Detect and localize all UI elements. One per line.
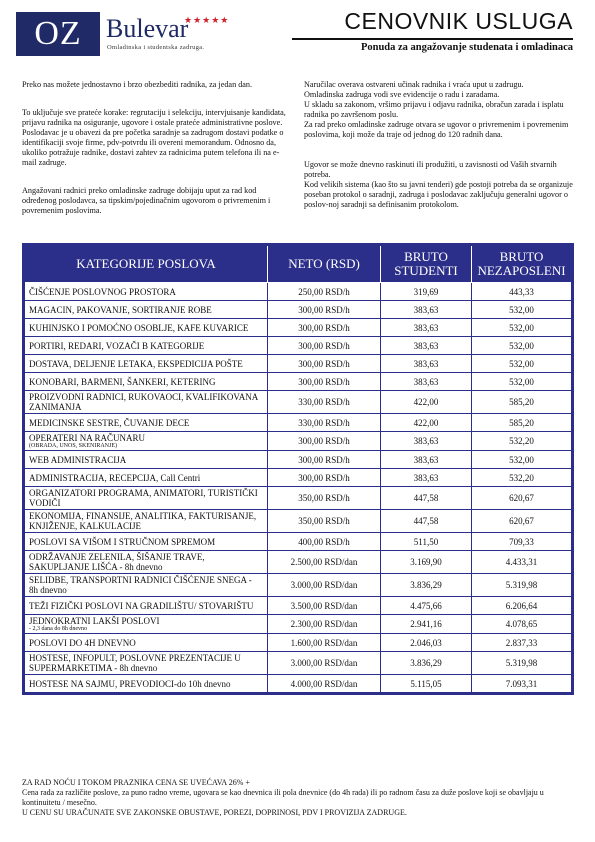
bruto-studenti-cell: [381, 432, 472, 451]
category-cell: [24, 469, 268, 487]
bruto-studenti-cell: [381, 615, 472, 634]
header-neto: NETO (RSD): [268, 245, 381, 283]
category-cell: [24, 414, 268, 432]
bruto-studenti-cell: [381, 574, 472, 597]
bruto-nezaposleni-cell: [472, 373, 573, 391]
neto-cell: [268, 451, 381, 469]
bruto-studenti-cell: [381, 652, 472, 675]
footer-notes: ZA RAD NOĆU I TOKOM PRAZNIKA CENA SE UVEĆAVA 26% + Cena rada za različite poslove, za puno radno vreme, ugovara se kao dnevnica ili pola dnevnice (do 4h rada) ili po radnom času za duže poslove koji se obavljaju u kontinuitetu / mesečno. U CENU SU URAČUNATE SVE ZAKONSKE OBUSTAVE, POREZI, DOPRINOSI, PDV I PROVIZIJA ZADRUGE.: [22, 778, 544, 817]
neto-cell: [268, 414, 381, 432]
bruto-nezaposleni-cell-text: 532,20: [509, 436, 534, 446]
category-cell: [24, 355, 268, 373]
category-cell: [24, 283, 268, 301]
bruto-studenti-cell-text: 383,63: [413, 472, 439, 483]
category-cell-text: PROIZVODNI RADNICI, RUKOVAOCI, KVALIFIKOVANA ZANIMANJA: [29, 392, 258, 412]
neto-cell-text: 300,00 RSD/h: [298, 376, 350, 387]
category-cell: [24, 337, 268, 355]
bruto-nezaposleni-cell: [472, 355, 573, 373]
bruto-nezaposleni-cell-text: 4.078,65: [505, 619, 538, 629]
table-row: [24, 469, 573, 487]
bruto-nezaposleni-cell: [472, 414, 573, 432]
category-cell: [24, 551, 268, 574]
bruto-nezaposleni-cell-text: 585,20: [509, 397, 534, 407]
category-cell-text: KONOBARI, BARMENI, ŠANKERI, KETERING: [29, 376, 216, 387]
category-cell: [24, 597, 268, 615]
bruto-studenti-cell-text: 511,50: [413, 536, 439, 547]
category-note: (OBRADA, UNOS, SKENIRANJE): [29, 443, 118, 449]
bruto-studenti-cell-text: 383,63: [413, 376, 439, 387]
bruto-studenti-cell: [381, 414, 472, 432]
category-cell-text: EKONOMIJA, FINANSIJE, ANALITIKA, FAKTURISANJE, KNJIŽENJE, KALKULACIJE: [29, 511, 257, 531]
neto-cell: [268, 469, 381, 487]
bruto-nezaposleni-cell: [472, 337, 573, 355]
table-row: [24, 533, 573, 551]
category-cell: [24, 675, 268, 694]
bruto-nezaposleni-cell-text: 532,00: [509, 454, 534, 465]
category-cell: [24, 652, 268, 675]
table-row: [24, 574, 573, 597]
bruto-nezaposleni-cell: [472, 597, 573, 615]
bruto-nezaposleni-cell: [472, 301, 573, 319]
bruto-studenti-cell-text: 5.115,05: [410, 678, 442, 689]
bruto-nezaposleni-cell: [472, 615, 573, 634]
bruto-studenti-cell: [381, 469, 472, 487]
bruto-studenti-cell-text: 422,00: [413, 397, 439, 407]
header-bruto-studenti: BRUTO STUDENTI: [381, 245, 472, 283]
neto-cell: [268, 533, 381, 551]
category-cell-text: ČIŠĆENJE POSLOVNOG PROSTORA: [29, 286, 176, 297]
table-row: [24, 634, 573, 652]
intro-right-column: [304, 70, 576, 230]
bruto-nezaposleni-cell-text: 532,00: [509, 322, 534, 333]
bruto-studenti-cell: [381, 510, 472, 533]
category-cell-text: WEB ADMINISTRACIJA: [29, 454, 127, 465]
neto-cell-text: 300,00 RSD/h: [298, 340, 350, 351]
neto-cell: [268, 634, 381, 652]
neto-cell-text: 2.300,00 RSD/dan: [290, 619, 358, 629]
bruto-nezaposleni-cell-text: 6.206,64: [505, 600, 538, 611]
neto-cell-text: 400,00 RSD/h: [298, 536, 350, 547]
bruto-nezaposleni-cell: [472, 574, 573, 597]
bruto-studenti-cell: [381, 487, 472, 510]
neto-cell-text: 2.500,00 RSD/dan: [290, 557, 358, 567]
bruto-nezaposleni-cell-text: 2.837,33: [505, 637, 538, 648]
neto-cell: [268, 551, 381, 574]
table-row: [24, 432, 573, 451]
neto-cell-text: 330,00 RSD/h: [298, 397, 350, 407]
neto-cell: [268, 675, 381, 694]
category-cell: [24, 451, 268, 469]
page-title: CENOVNIK USLUGA: [344, 8, 573, 34]
intro-paragraph: Preko nas možete jednostavno i brzo obezbediti radnika, za jedan dan.: [22, 80, 253, 89]
bruto-studenti-cell-text: 383,63: [413, 436, 439, 446]
table-row: [24, 319, 573, 337]
bruto-studenti-cell: [381, 391, 472, 414]
bruto-studenti-cell-text: 383,63: [413, 304, 439, 315]
bruto-studenti-cell-text: 4.475,66: [410, 600, 442, 611]
header-category: KATEGORIJE POSLOVA: [24, 245, 268, 283]
neto-cell: [268, 355, 381, 373]
intro-paragraph: To uključuje sve prateće korake: regrutaciju i selekciju, intervjuisanje kandidata, prijavu radnika na osiguranje, ugovore i ostale prateće administrativne poslove. Poslodavac je u obavezi da pre početka saradnje sa zadrugom dostavi podatke o identifikaciji svoje firme, pdv-potvrdu ili overeni memorandum. Odnosno da, ukoliko potražuje radnike, dostavi zahtev za radnicima putem telefona ili na e-mail zadruge.: [22, 108, 286, 167]
category-cell-text: PORTIRI, REDARI, VOZAČI B KATEGORIJE: [29, 340, 205, 351]
table-row: [24, 355, 573, 373]
bruto-nezaposleni-cell: [472, 551, 573, 574]
logo-stars: ★★★★★: [184, 15, 230, 25]
neto-cell: [268, 597, 381, 615]
bruto-studenti-cell-text: 2.941,16: [410, 619, 442, 629]
bruto-studenti-cell: [381, 355, 472, 373]
bruto-studenti-cell-text: 319,69: [413, 286, 439, 297]
bruto-studenti-cell-text: 3.836,29: [410, 658, 442, 668]
intro-paragraph: Naručilac overava ostvareni učinak radnika i vraća uput u zadrugu. Omladinska zadruga vodi sve evidencije o radu i zaradama. U skladu sa zakonom, vršimo prijavu i odjavu radnika, obračun zarada i isplatu radnika po završenom poslu. Za rad preko omladinske zadruge otvara se ugovor o privremenim i povremenim poslovima, koji može da traje od jednog do 120 radnih dana.: [304, 80, 569, 139]
category-cell-text: ADMINISTRACIJA, RECEPCIJA, Call Centri: [29, 472, 201, 483]
neto-cell: [268, 615, 381, 634]
bruto-nezaposleni-cell-text: 443,33: [509, 286, 534, 297]
table-row: [24, 451, 573, 469]
bruto-nezaposleni-cell: [472, 533, 573, 551]
neto-cell-text: 300,00 RSD/h: [298, 472, 350, 483]
bruto-studenti-cell-text: 2.046,03: [410, 637, 442, 648]
category-cell-text: SELIDBE, TRANSPORTNI RADNICI ČIŠĆENJE SNEGA - 8h dnevno: [29, 575, 252, 595]
neto-cell-text: 300,00 RSD/h: [298, 322, 350, 333]
bruto-studenti-cell-text: 447,58: [413, 516, 439, 526]
table-header-row: [24, 245, 573, 283]
category-cell-text: JEDNOKRATNI LAKŠI POSLOVI: [29, 616, 160, 626]
neto-cell: [268, 301, 381, 319]
neto-cell: [268, 319, 381, 337]
neto-cell: [268, 652, 381, 675]
neto-cell-text: 3.500,00 RSD/dan: [290, 600, 358, 611]
neto-cell-text: 300,00 RSD/h: [298, 454, 350, 465]
bruto-studenti-cell: [381, 451, 472, 469]
bruto-nezaposleni-cell-text: 5.319,98: [505, 580, 538, 590]
title-rule: [292, 38, 573, 40]
bruto-nezaposleni-cell: [472, 675, 573, 694]
bruto-studenti-cell-text: 383,63: [413, 322, 439, 333]
bruto-studenti-cell-text: 447,58: [413, 493, 439, 503]
category-cell-text: KUHINJSKO I POMOĆNO OSOBLJE, KAFE KUVARICE: [29, 322, 249, 333]
bruto-studenti-cell-text: 383,63: [413, 340, 439, 351]
logo-tagline: Omladinska i studentska zadruga.: [107, 44, 205, 51]
bruto-nezaposleni-cell: [472, 510, 573, 533]
neto-cell-text: 300,00 RSD/h: [298, 358, 350, 369]
bruto-studenti-cell: [381, 319, 472, 337]
neto-cell-text: 250,00 RSD/h: [298, 286, 350, 297]
category-cell: [24, 487, 268, 510]
category-cell: [24, 634, 268, 652]
bruto-studenti-cell: [381, 634, 472, 652]
bruto-studenti-cell-text: 3.169,90: [410, 557, 442, 567]
bruto-studenti-cell: [381, 551, 472, 574]
category-cell: [24, 391, 268, 414]
category-cell-text: DOSTAVA, DELJENJE LETAKA, EKSPEDICIJA POŠTE: [29, 358, 243, 369]
category-cell: [24, 533, 268, 551]
category-cell: [24, 373, 268, 391]
table-row: [24, 337, 573, 355]
bruto-nezaposleni-cell-text: 4.433,31: [505, 557, 538, 567]
bruto-nezaposleni-cell: [472, 451, 573, 469]
bruto-studenti-cell: [381, 301, 472, 319]
logo-wordmark: Bulevar: [106, 14, 189, 43]
bruto-nezaposleni-cell-text: 532,00: [509, 376, 534, 387]
bruto-studenti-cell-text: 3.836,29: [410, 580, 442, 590]
page-subtitle: Ponuda za angažovanje studenata i omladinaca: [360, 42, 573, 53]
bruto-nezaposleni-cell: [472, 652, 573, 675]
bruto-nezaposleni-cell-text: 5.319,98: [505, 658, 538, 668]
table-row: [24, 414, 573, 432]
bruto-nezaposleni-cell-text: 709,33: [509, 536, 534, 547]
neto-cell: [268, 510, 381, 533]
bruto-nezaposleni-cell: [472, 283, 573, 301]
category-cell-text: ODRŽAVANJE ZELENILA, ŠIŠANJE TRAVE, SAKUPLJANJE LIŠĆA - 8h dnevno: [29, 552, 205, 572]
category-cell: [24, 574, 268, 597]
bruto-nezaposleni-cell-text: 620,67: [509, 493, 534, 503]
bruto-studenti-cell: [381, 337, 472, 355]
bruto-studenti-cell-text: 383,63: [413, 454, 439, 465]
neto-cell: [268, 391, 381, 414]
neto-cell-text: 300,00 RSD/h: [298, 304, 350, 315]
neto-cell-text: 3.000,00 RSD/dan: [290, 580, 358, 590]
neto-cell: [268, 432, 381, 451]
bruto-studenti-cell: [381, 373, 472, 391]
bruto-nezaposleni-cell: [472, 487, 573, 510]
category-cell-text: ORGANIZATORI PROGRAMA, ANIMATORI, TURISTIČKI VODIČI: [29, 488, 258, 508]
bruto-studenti-cell-text: 422,00: [413, 417, 439, 428]
category-cell-text: POSLOVI DO 4H DNEVNO: [29, 637, 136, 648]
bruto-studenti-cell: [381, 675, 472, 694]
bruto-nezaposleni-cell-text: 532,00: [509, 340, 534, 351]
logo: [16, 12, 230, 58]
neto-cell-text: 300,00 RSD/h: [298, 436, 350, 446]
category-cell: [24, 301, 268, 319]
bruto-nezaposleni-cell: [472, 391, 573, 414]
neto-cell-text: 330,00 RSD/h: [298, 417, 350, 428]
table-row: [24, 283, 573, 301]
category-cell: [24, 432, 268, 451]
table-row: [24, 391, 573, 414]
table-row: [24, 675, 573, 694]
table-row: [24, 652, 573, 675]
neto-cell-text: 1.600,00 RSD/dan: [290, 637, 358, 648]
bruto-nezaposleni-cell: [472, 432, 573, 451]
bruto-studenti-cell: [381, 283, 472, 301]
bruto-studenti-cell: [381, 597, 472, 615]
neto-cell: [268, 337, 381, 355]
bruto-studenti-cell-text: 383,63: [413, 358, 439, 369]
category-cell: [24, 319, 268, 337]
neto-cell-text: 4.000,00 RSD/dan: [290, 678, 358, 689]
category-cell: [24, 510, 268, 533]
header-bruto-nezaposleni: BRUTO NEZAPOSLENI: [472, 245, 573, 283]
price-table: [22, 243, 574, 695]
bruto-nezaposleni-cell-text: 620,67: [509, 516, 534, 526]
table-row: [24, 487, 573, 510]
bruto-nezaposleni-cell-text: 532,00: [509, 358, 534, 369]
category-cell-text: TEŽI FIZIČKI POSLOVI NA GRADILIŠTU/ STOVARIŠTU: [29, 600, 254, 611]
category-cell-text: HOSTESE NA SAJMU, PREVODIOCI-do 10h dnevno: [29, 678, 231, 689]
bruto-nezaposleni-cell-text: 532,20: [509, 472, 534, 483]
neto-cell: [268, 574, 381, 597]
logo-oz-mark: OZ: [16, 12, 100, 56]
category-cell-text: MAGACIN, PAKOVANJE, SORTIRANJE ROBE: [29, 304, 212, 315]
category-note: - 2,3 dana do 8h dnevno: [29, 626, 87, 632]
bruto-nezaposleni-cell-text: 532,00: [509, 304, 534, 315]
bruto-nezaposleni-cell: [472, 634, 573, 652]
intro-paragraph: Angažovani radnici preko omladinske zadruge dobijaju uput za rad kod određenog poslodavca, sa tipskim/pojedinačnim ugovorom o privremenim i povremenim poslovima.: [22, 186, 271, 215]
table-row: [24, 510, 573, 533]
table-row: [24, 373, 573, 391]
category-cell-text: HOSTESE, INFOPULT, POSLOVNE PREZENTACIJE U SUPERMARKETIMA - 8h dnevno: [29, 653, 241, 673]
neto-cell: [268, 283, 381, 301]
neto-cell-text: 350,00 RSD/h: [298, 516, 350, 526]
table-row: [24, 551, 573, 574]
intro-paragraph: Ugovor se može dnevno raskinuti ili produžiti, u zavisnosti od Vaših stvarnih potreba. Kod velikih sistema (kao što su javni tenderi) gde postoji potreba da se organizuje poseban protokol o saradnji, zadruga i poslodavac zaključuju generalni ugovor o poslov-noj saradnji sa definisanim protokolom.: [304, 160, 573, 209]
bruto-studenti-cell: [381, 533, 472, 551]
neto-cell: [268, 373, 381, 391]
bruto-nezaposleni-cell: [472, 319, 573, 337]
table-row: [24, 301, 573, 319]
category-cell: [24, 615, 268, 634]
intro-left-column: [22, 70, 292, 234]
bruto-nezaposleni-cell-text: 585,20: [509, 417, 534, 428]
bruto-nezaposleni-cell-text: 7.093,31: [505, 678, 538, 689]
neto-cell: [268, 487, 381, 510]
table-row: [24, 615, 573, 634]
category-cell-text: MEDICINSKE SESTRE, ČUVANJE DECE: [29, 417, 190, 428]
price-table-body: [24, 283, 573, 694]
table-row: [24, 597, 573, 615]
bruto-nezaposleni-cell: [472, 469, 573, 487]
neto-cell-text: 350,00 RSD/h: [298, 493, 350, 503]
category-cell-text: OPERATERI NA RAČUNARU: [29, 433, 146, 443]
neto-cell-text: 3.000,00 RSD/dan: [290, 658, 358, 668]
category-cell-text: POSLOVI SA VIŠOM I STRUČNOM SPREMOM: [29, 536, 216, 547]
